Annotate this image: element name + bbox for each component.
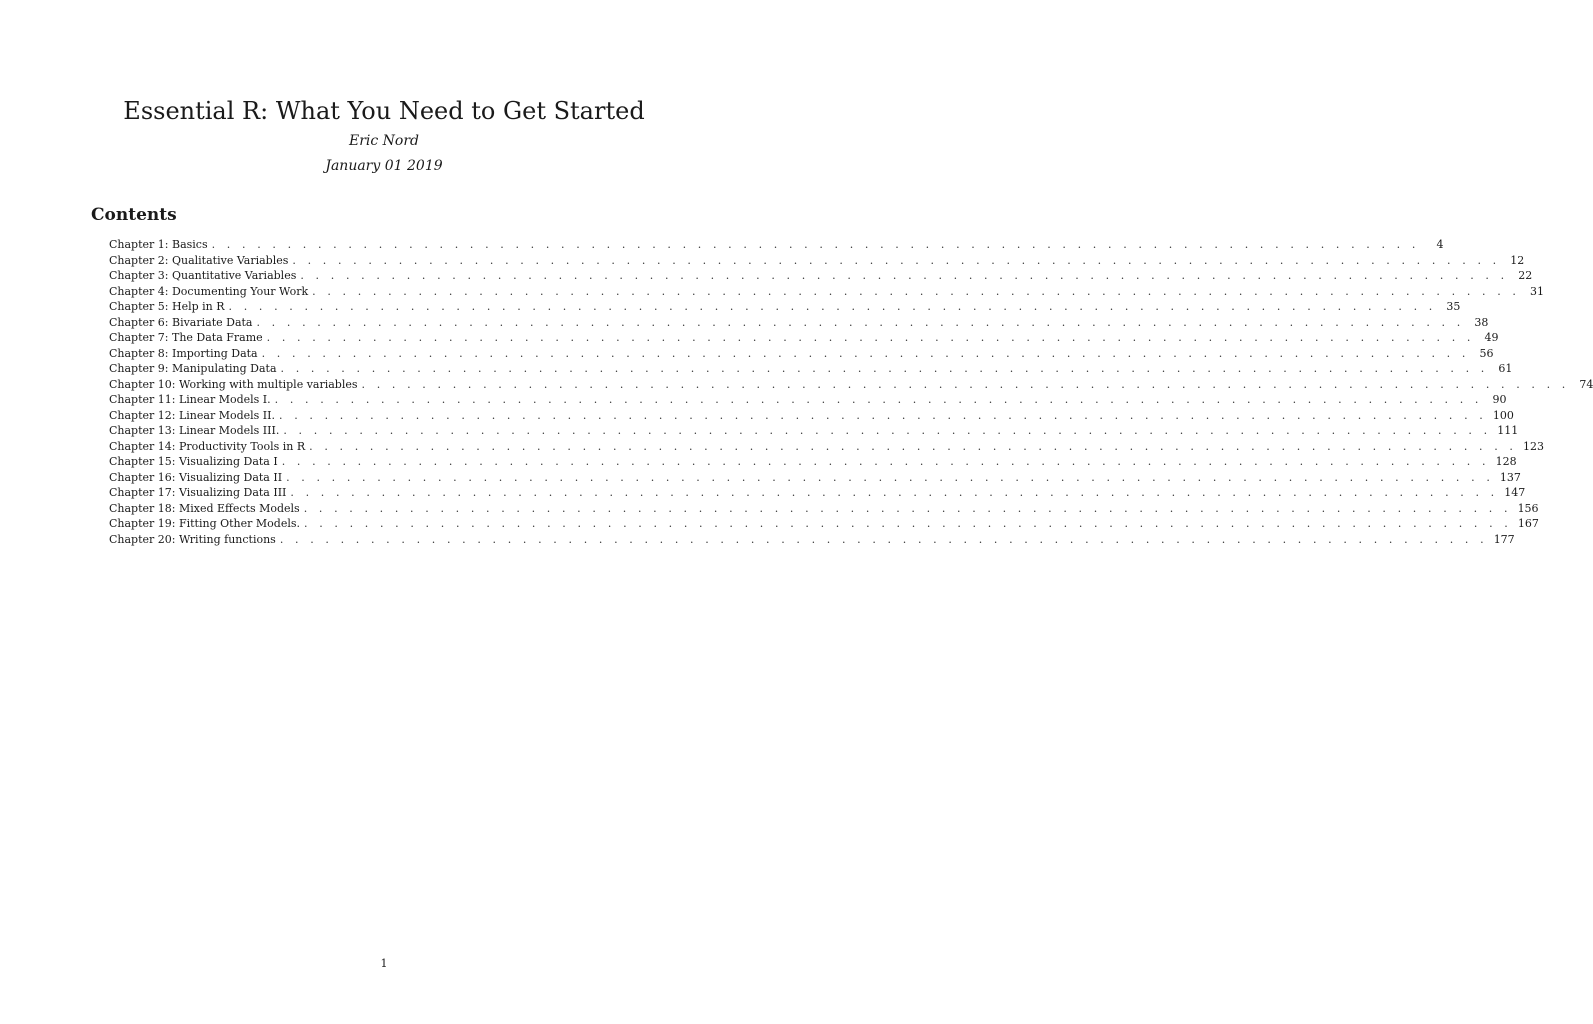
toc-dot-leader: . . . . . . . . . . . . . . . . . . . . . . . . . . . . . . . . . . . . . . . . . . . . . . . . . . . . . . . . . . . . . . . . . . . . . . . . . . . . . . . . (274, 393, 1483, 406)
toc-entry-page: 74 (1579, 377, 1593, 391)
toc-entry-page: 100 (1492, 408, 1514, 422)
document-date: January 01 2019 (325, 158, 443, 174)
toc-entry-title: Chapter 7: The Data Frame (109, 331, 263, 344)
toc-entry[interactable] (109, 392, 1507, 408)
toc-entry-title: Chapter 15: Visualizing Data I (109, 455, 278, 468)
toc-dot-leader: . . . . . . . . . . . . . . . . . . . . . . . . . . . . . . . . . . . . . . . . . . . . . . . . . . . . . . . . . . . . . . . . . . . . . . . . . . . . . . . . (304, 517, 1512, 530)
toc-entry-page: 156 (1517, 501, 1539, 515)
toc-dot-leader: . . . . . . . . . . . . . . . . . . . . . . . . . . . . . . . . . . . . . . . . . . . . . . . . . . . . . . . . . . . . . . . . . . . . . . . . . . . . . . . . (292, 253, 1501, 267)
toc-entry-title: Chapter 4: Documenting Your Work (109, 284, 309, 298)
toc-entry[interactable] (109, 315, 1489, 331)
toc-dot-leader: . . . . . . . . . . . . . . . . . . . . . . . . . . . . . . . . . . . . . . . . . . . . . . . . . . . . . . . . . . . . . . . . . . . . . . . . . . . . . . . . (280, 362, 1489, 375)
table-of-contents (109, 237, 1593, 547)
toc-entry-page: 38 (1474, 315, 1489, 329)
toc-entry-title: Chapter 2: Qualitative Variables (109, 253, 289, 267)
toc-dot-leader: . . . . . . . . . . . . . . . . . . . . . . . . . . . . . . . . . . . . . . . . . . . . . . . . . . . . . . . . . . . . . . . . . . . . . . . . . . . . . . . . (261, 346, 1470, 360)
toc-entry[interactable] (109, 361, 1513, 377)
toc-entry[interactable] (109, 408, 1514, 424)
toc-entry-title: Chapter 8: Importing Data (109, 346, 258, 360)
toc-entry[interactable] (109, 423, 1519, 439)
toc-dot-leader: . . . . . . . . . . . . . . . . . . . . . . . . . . . . . . . . . . . . . . . . . . . . . . . . . . . . . . . . . . . . . . . . . . . . . . . . . . . . . . . . (266, 331, 1475, 344)
toc-dot-leader: . . . . . . . . . . . . . . . . . . . . . . . . . . . . . . . . . . . . . . . . . . . . . . . . . . . . . . . . . . . . . . . . . . . . . . . . . . . . . . . . (279, 532, 1488, 546)
toc-entry-page: 147 (1504, 486, 1526, 499)
toc-entry-title: Chapter 12: Linear Models II. (109, 408, 275, 422)
toc-entry[interactable] (109, 253, 1525, 269)
toc-entry-page: 111 (1497, 424, 1519, 437)
toc-dot-leader: . . . . . . . . . . . . . . . . . . . . . . . . . . . . . . . . . . . . . . . . . . . . . . . . . . . . . . . . . . . . . . . . . . . . . . . . . . . . . . . . (228, 300, 1437, 313)
toc-entry-title: Chapter 5: Help in R (109, 300, 225, 313)
toc-entry[interactable] (109, 377, 1593, 393)
toc-entry-page: 123 (1523, 439, 1544, 453)
toc-dot-leader: . . . . . . . . . . . . . . . . . . . . . . . . . . . . . . . . . . . . . . . . . . . . . . . . . . . . . . . . . . . . . . . . . . . . . . . . . . . . . . . . (286, 470, 1494, 484)
toc-entry-title: Chapter 18: Mixed Effects Models (109, 501, 300, 515)
toc-entry[interactable] (109, 516, 1539, 532)
toc-entry-title: Chapter 1: Basics (109, 238, 208, 251)
toc-dot-leader: . . . . . . . . . . . . . . . . . . . . . . . . . . . . . . . . . . . . . . . . . . . . . . . . . . . . . . . . . . . . . . . . . . . . . . . . . . . . . . . . (309, 439, 1517, 453)
toc-entry[interactable] (109, 454, 1517, 470)
toc-dot-leader: . . . . . . . . . . . . . . . . . . . . . . . . . . . . . . . . . . . . . . . . . . . . . . . . . . . . . . . . . . . . . . . . . . . . . . . . . . . . . . . . (281, 455, 1490, 468)
toc-entry-title: Chapter 9: Manipulating Data (109, 362, 277, 375)
toc-entry[interactable] (109, 532, 1515, 548)
toc-entry-page: 35 (1446, 300, 1461, 313)
toc-entry-page: 137 (1499, 470, 1521, 484)
toc-entry[interactable] (109, 268, 1533, 284)
toc-dot-leader: . . . . . . . . . . . . . . . . . . . . . . . . . . . . . . . . . . . . . . . . . . . . . . . . . . . . . . . . . . . . . . . . . . . . . . . . . . . . . . . . (211, 238, 1420, 251)
toc-entry[interactable] (109, 237, 1444, 253)
toc-dot-leader: . . . . . . . . . . . . . . . . . . . . . . . . . . . . . . . . . . . . . . . . . . . . . . . . . . . . . . . . . . . . . . . . . . . . . . . . . . . . . . . . (256, 315, 1465, 329)
toc-entry[interactable] (109, 485, 1526, 501)
toc-entry-page: 90 (1492, 393, 1507, 406)
toc-entry-title: Chapter 14: Productivity Tools in R (109, 439, 306, 453)
toc-entry-page: 22 (1518, 269, 1533, 282)
contents-heading: Contents (91, 205, 177, 225)
toc-entry[interactable] (109, 284, 1544, 300)
toc-dot-leader: . . . . . . . . . . . . . . . . . . . . . . . . . . . . . . . . . . . . . . . . . . . . . . . . . . . . . . . . . . . . . . . . . . . . . . . . . . . . . . . . (283, 424, 1492, 437)
toc-entry-page: 61 (1498, 362, 1513, 375)
toc-entry-page: 31 (1530, 284, 1544, 298)
toc-dot-leader: . . . . . . . . . . . . . . . . . . . . . . . . . . . . . . . . . . . . . . . . . . . . . . . . . . . . . . . . . . . . . . . . . . . . . . . . . . . . . . . . (312, 284, 1520, 298)
toc-entry-title: Chapter 10: Working with multiple variables (109, 377, 358, 391)
toc-entry-title: Chapter 11: Linear Models I. (109, 393, 271, 406)
toc-dot-leader: . . . . . . . . . . . . . . . . . . . . . . . . . . . . . . . . . . . . . . . . . . . . . . . . . . . . . . . . . . . . . . . . . . . . . . . . . . . . . . . . (290, 486, 1499, 499)
toc-entry[interactable] (109, 299, 1461, 315)
toc-entry-title: Chapter 17: Visualizing Data III (109, 486, 287, 499)
toc-entry-page: 128 (1495, 455, 1517, 468)
toc-entry-page: 177 (1493, 532, 1515, 546)
toc-entry-page: 4 (1436, 238, 1444, 251)
toc-dot-leader: . . . . . . . . . . . . . . . . . . . . . . . . . . . . . . . . . . . . . . . . . . . . . . . . . . . . . . . . . . . . . . . . . . . . . . . . . . . . . . . . (279, 408, 1487, 422)
toc-entry-page: 167 (1517, 517, 1539, 530)
toc-entry[interactable] (109, 501, 1539, 517)
toc-entry-page: 56 (1479, 346, 1494, 360)
toc-entry-title: Chapter 6: Bivariate Data (109, 315, 253, 329)
toc-entry-title: Chapter 19: Fitting Other Models. (109, 517, 301, 530)
toc-entry-title: Chapter 3: Quantitative Variables (109, 269, 297, 282)
toc-entry[interactable] (109, 439, 1544, 455)
page-number: 1 (380, 957, 388, 970)
toc-entry-title: Chapter 16: Visualizing Data II (109, 470, 283, 484)
toc-entry[interactable] (109, 346, 1494, 362)
toc-dot-leader: . . . . . . . . . . . . . . . . . . . . . . . . . . . . . . . . . . . . . . . . . . . . . . . . . . . . . . . . . . . . . . . . . . . . . . . . . . . . . . . . (303, 501, 1512, 515)
document-title: Essential R: What You Need to Get Started (123, 97, 645, 125)
toc-dot-leader: . . . . . . . . . . . . . . . . . . . . . . . . . . . . . . . . . . . . . . . . . . . . . . . . . . . . . . . . . . . . . . . . . . . . . . . . . . . . . . . . (300, 269, 1509, 282)
toc-entry-title: Chapter 20: Writing functions (109, 532, 276, 546)
toc-entry[interactable] (109, 330, 1499, 346)
toc-entry-page: 49 (1484, 331, 1499, 344)
toc-entry-title: Chapter 13: Linear Models III. (109, 424, 280, 437)
toc-dot-leader: . . . . . . . . . . . . . . . . . . . . . . . . . . . . . . . . . . . . . . . . . . . . . . . . . . . . . . . . . . . . . . . . . . . . . . . . . . . . . . . . (361, 377, 1570, 391)
toc-entry[interactable] (109, 470, 1521, 486)
toc-entry-page: 12 (1510, 253, 1525, 267)
document-author: Eric Nord (348, 133, 419, 149)
